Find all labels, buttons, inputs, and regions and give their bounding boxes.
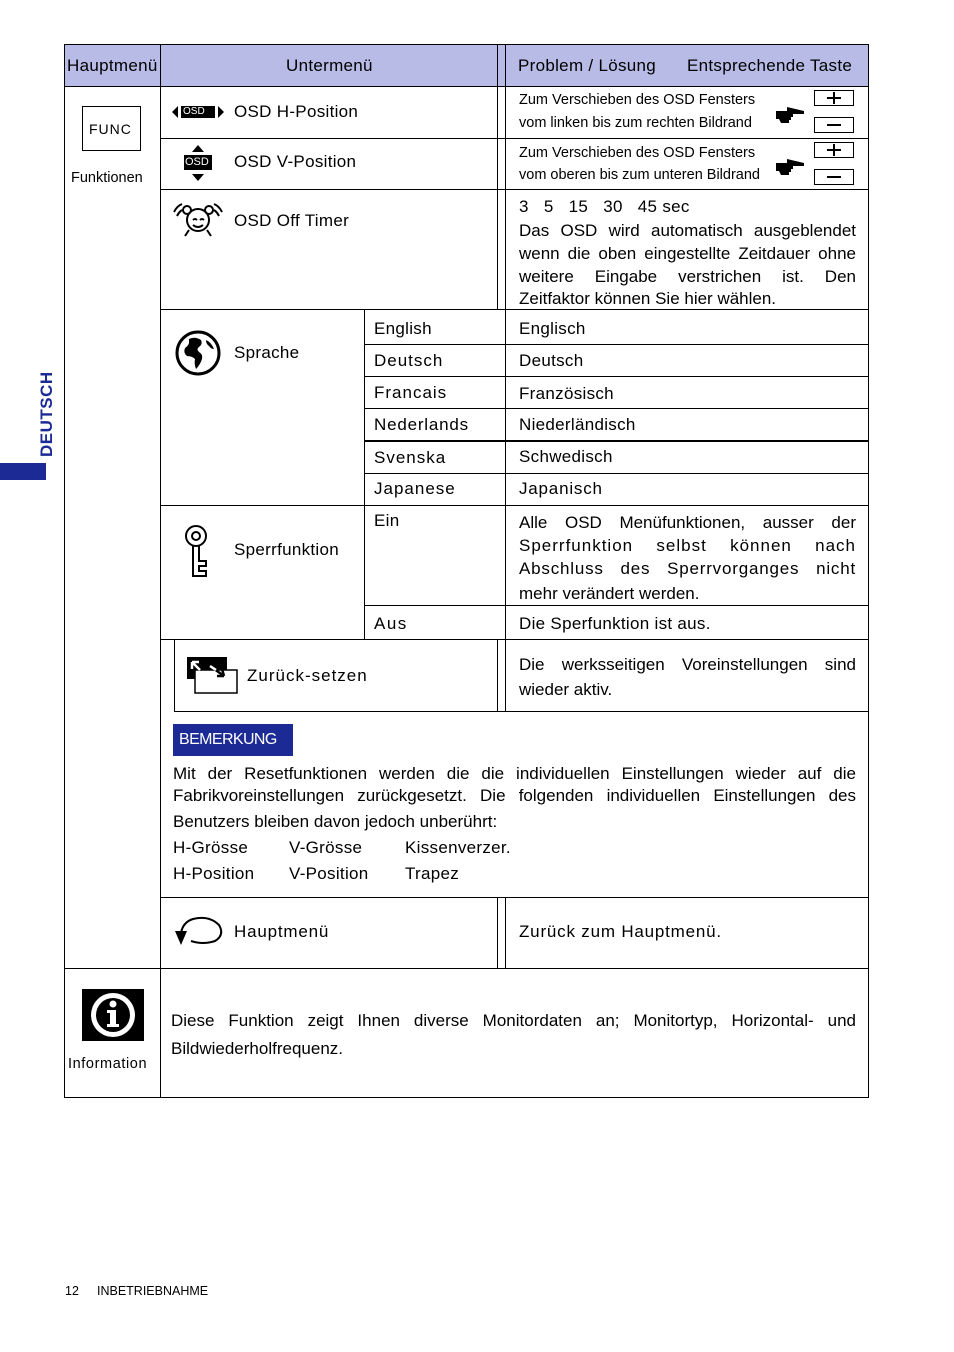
reset-desc-line: Die werksseitigen Voreinstellungen sind xyxy=(519,655,856,674)
language-option: Svenska xyxy=(374,448,447,467)
note-text-line: Fabrikvoreinstellungen zurückgesetzt. Die folgenden individuellen Einstellungen des xyxy=(173,786,856,805)
osd-timer-label: OSD Off Timer xyxy=(234,211,350,230)
sperr-aus: Aus xyxy=(374,614,408,633)
func-icon-text: FUNC xyxy=(89,121,132,137)
language-desc: Deutsch xyxy=(519,351,584,370)
language-option: English xyxy=(374,319,432,338)
osd-timer-desc-line: wenn die oben eingestellte Zeitdauer ohne xyxy=(519,244,856,263)
side-tab-label: DEUTSCH xyxy=(37,371,56,457)
osd-timer-desc-line: Zeitfaktor können Sie hier wählen. xyxy=(519,289,777,308)
return-arrow-icon xyxy=(173,915,225,954)
pointing-hand-icon xyxy=(775,103,805,130)
note-item: Kissenverzer. xyxy=(405,838,511,857)
info-desc-line1: Diese Funktion zeigt Ihnen diverse Monitordaten an; Monitortyp, Horizontal- und xyxy=(171,1011,856,1030)
func-icon xyxy=(82,106,141,151)
sprache-label: Sprache xyxy=(234,343,300,362)
language-desc: Schwedisch xyxy=(519,447,613,466)
pointing-hand-icon xyxy=(775,155,805,182)
sperr-ein-desc-line: Abschluss des Sperrvorganges nicht xyxy=(519,559,856,578)
func-label: Funktionen xyxy=(71,170,143,186)
sperr-ein-desc-line: mehr verändert werden. xyxy=(519,584,700,603)
osd-timer-desc-line: Das OSD wird automatisch ausgeblendet xyxy=(519,221,856,240)
osd-hpos-icon: OSD xyxy=(172,105,224,124)
sperr-ein-desc-line: Alle OSD Menüfunktionen, ausser der xyxy=(519,513,856,532)
sperr-ein-desc-line: Sperrfunktion selbst können nach xyxy=(519,536,856,555)
hauptmenu-desc: Zurück zum Hauptmenü. xyxy=(519,922,722,941)
side-tab xyxy=(0,357,56,480)
language-desc: Niederländisch xyxy=(519,415,636,434)
page-number: 12 xyxy=(65,1284,79,1298)
sperr-aus-desc: Die Sperfunktion ist aus. xyxy=(519,614,711,633)
osd-timer-values: 3 5 15 30 45 sec xyxy=(519,197,690,216)
plus-key-icon xyxy=(814,142,854,158)
note-item: H-Grösse xyxy=(173,838,249,857)
language-option: Nederlands xyxy=(374,415,469,434)
minus-key-icon xyxy=(814,169,854,185)
osd-hpos-desc2: vom linken bis zum rechten Bildrand xyxy=(519,115,752,131)
language-desc: Englisch xyxy=(519,319,586,338)
osd-vpos-desc1: Zum Verschieben des OSD Fensters xyxy=(519,145,756,161)
language-desc: Französisch xyxy=(519,384,614,403)
osd-vpos-desc2: vom oberen bis zum unteren Bildrand xyxy=(519,167,760,183)
language-option: Japanese xyxy=(374,479,456,498)
header-untermenu: Untermenü xyxy=(286,56,373,75)
reset-desc-line: wieder aktiv. xyxy=(519,680,613,699)
info-icon xyxy=(82,989,144,1041)
info-label: Information xyxy=(68,1056,148,1072)
hauptmenu-label: Hauptmenü xyxy=(234,922,330,941)
note-item: H-Position xyxy=(173,864,255,883)
note-item: Trapez xyxy=(405,864,460,883)
language-option: Francais xyxy=(374,383,448,402)
note-item: V-Position xyxy=(289,864,369,883)
footer-section: INBETRIEBNAHME xyxy=(97,1284,209,1298)
language-desc: Japanisch xyxy=(519,479,603,498)
header-problem: Problem / Lösung xyxy=(518,56,657,75)
osd-hpos-label: OSD H-Position xyxy=(234,102,359,121)
key-lock-icon xyxy=(184,524,212,585)
header-hauptmenu: Hauptmenü xyxy=(67,56,158,75)
plus-key-icon xyxy=(814,90,854,106)
sperr-ein: Ein xyxy=(374,511,400,530)
minus-key-icon xyxy=(814,117,854,133)
note-item: V-Grösse xyxy=(289,838,363,857)
alarm-clock-icon xyxy=(171,200,225,245)
language-option: Deutsch xyxy=(374,351,444,370)
reset-icon xyxy=(186,656,238,699)
note-badge: BEMERKUNG xyxy=(173,724,293,756)
globe-icon xyxy=(175,330,221,381)
info-desc-line2: Bildwiederholfrequenz. xyxy=(171,1039,343,1058)
header-taste: Entsprechende Taste xyxy=(687,56,853,75)
osd-timer-desc-line: weitere Eingabe verstrichen ist. Den xyxy=(519,267,856,286)
note-text-line: Benutzers bleiben davon jedoch unberührt: xyxy=(173,812,498,831)
reset-label: Zurück-setzen xyxy=(247,666,368,685)
note-text-line: Mit der Resetfunktionen werden die die individuellen Einstellungen wieder auf die xyxy=(173,764,856,783)
osd-vpos-label: OSD V-Position xyxy=(234,152,357,171)
osd-vpos-icon: OSD xyxy=(183,145,213,186)
osd-hpos-desc1: Zum Verschieben des OSD Fensters xyxy=(519,92,756,108)
sperr-label: Sperrfunktion xyxy=(234,540,340,559)
